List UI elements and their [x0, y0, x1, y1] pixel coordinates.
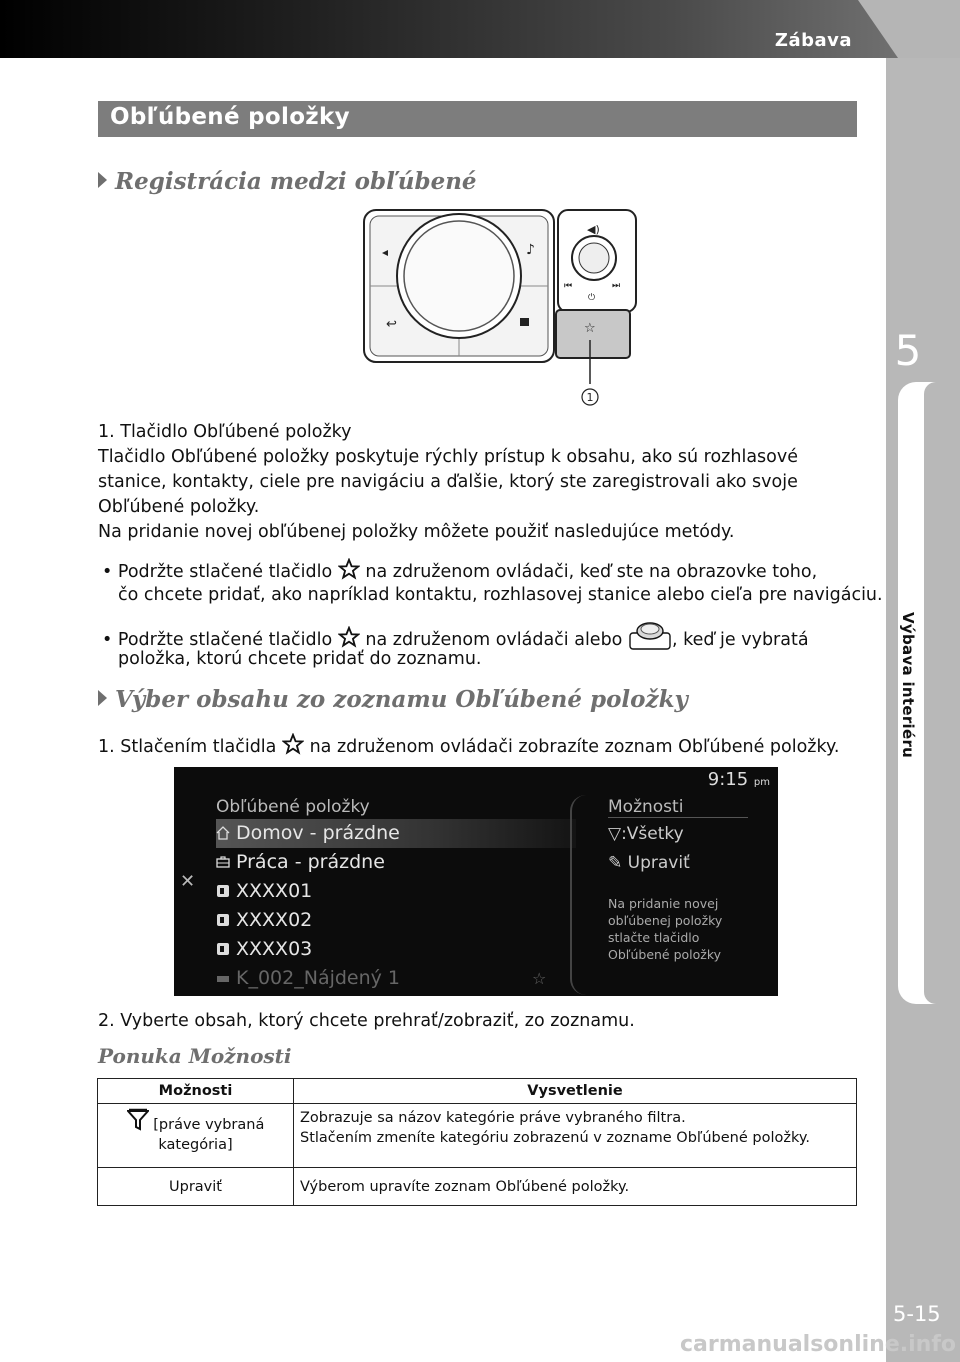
row-label: Práca - prázdne — [236, 851, 385, 873]
page-number: 5-15 — [893, 1302, 941, 1326]
svg-text:☆: ☆ — [584, 321, 596, 336]
bullet-dot: • — [102, 562, 113, 582]
side-tab-inner — [924, 382, 960, 1004]
chapter-side-label: Výbava interiéru — [899, 611, 917, 759]
favorites-screen — [174, 767, 778, 996]
favorites-star-icon — [338, 626, 360, 648]
bullet-1-cont: čo chcete pridať, ako napríklad kontaktu, rozhlasovej stanice alebo cieľa pre navigáciu. — [118, 585, 883, 605]
row-label: K_002_Nájdený 1 — [236, 967, 401, 989]
commander-knob-icon — [628, 621, 672, 651]
option-edit[interactable] — [608, 853, 690, 873]
svg-text:⏭: ⏭ — [612, 281, 621, 291]
favorite-star-icon: ☆ — [532, 969, 547, 988]
bullet-dot: • — [102, 630, 113, 650]
heading-marker-icon — [98, 172, 107, 188]
explanation-line: Stlačením zmeníte kategóriu zobrazenú v zozname Obľúbené položky. — [300, 1130, 810, 1146]
favorites-star-icon — [338, 558, 360, 580]
subheading-selection — [98, 686, 688, 713]
svg-text:⏻: ⏻ — [588, 293, 596, 303]
pencil-icon: ✎ — [608, 853, 623, 873]
favorites-star-icon — [282, 733, 304, 755]
favorites-row-station[interactable] — [216, 877, 576, 906]
row-label: XXXX02 — [236, 909, 313, 931]
table-cell — [98, 1104, 294, 1168]
favorites-list-title: Obľúbené položky — [216, 797, 370, 817]
heading-marker-icon — [98, 690, 107, 706]
subheading-registration — [98, 168, 477, 195]
step-1 — [98, 733, 839, 760]
svg-text:↩: ↩ — [386, 317, 397, 332]
svg-text:⏮: ⏮ — [564, 281, 573, 291]
svg-text:♪: ♪ — [526, 242, 535, 258]
caption-favorites-button: 1. Tlačidlo Obľúbené položky — [98, 422, 352, 442]
table-cell: Výberom upravíte zoznam Obľúbené položky. — [294, 1168, 857, 1206]
bullet-text: Podržte stlačené tlačidlo — [117, 562, 333, 582]
table-cell: Upraviť — [98, 1168, 294, 1206]
watermark: carmanualsonline.info — [680, 1332, 956, 1357]
chapter-title: Zábava — [774, 30, 852, 51]
favorites-row-work[interactable] — [216, 848, 576, 877]
clock-time: 9:15 — [707, 769, 749, 790]
clock-ampm: pm — [753, 777, 770, 788]
option-cell-text: [práve vybraná kategória] — [153, 1117, 265, 1153]
table-cell — [294, 1104, 857, 1168]
row-label: XXXX01 — [236, 880, 313, 902]
chapter-number: 5 — [894, 326, 922, 375]
filter-icon — [127, 1108, 149, 1132]
favorites-row-home[interactable] — [216, 819, 576, 848]
paragraph-line: Tlačidlo Obľúbené položky poskytuje rýchly prístup k obsahu, ako sú rozhlasové — [98, 447, 798, 467]
station-icon — [216, 907, 230, 921]
header-notch — [858, 0, 898, 58]
paragraph-line: stanice, kontakty, ciele pre navigáciu a ďalšie, ktorý ste zaregistrovali ako svoje — [98, 472, 798, 492]
paragraph-line: Obľúbené položky. — [98, 497, 260, 517]
row-label: Domov - prázdne — [236, 822, 400, 844]
step-text: 1. Stlačením tlačidla — [98, 737, 277, 757]
contact-icon — [216, 965, 230, 979]
bullet-text: , keď je vybratá — [671, 630, 809, 650]
subheading-options-menu: Ponuka Možnosti — [98, 1044, 292, 1068]
table-row — [98, 1168, 857, 1206]
filter-icon: ▽ — [608, 824, 622, 844]
step-2: 2. Vyberte obsah, ktorý chcete prehrať/zobraziť, zo zoznamu. — [98, 1011, 635, 1031]
station-icon — [216, 936, 230, 950]
subheading-text: Výber obsahu zo zoznamu Obľúbené položky — [115, 686, 688, 713]
options-note: Na pridanie novej obľúbenej položky stlačte tlačidlo Obľúbené položky — [608, 896, 723, 962]
option-label: :Všetky — [621, 824, 684, 844]
callout-number: 1 — [586, 391, 594, 404]
row-label: XXXX03 — [236, 938, 313, 960]
briefcase-icon — [216, 849, 230, 863]
subheading-text: Registrácia medzi obľúbené — [115, 168, 477, 195]
options-table — [97, 1078, 857, 1206]
screen-clock — [708, 769, 770, 790]
option-label: Upraviť — [627, 853, 690, 873]
options-title: Možnosti — [608, 797, 684, 817]
favorites-row-contact[interactable] — [216, 964, 576, 993]
favorites-row-station[interactable] — [216, 935, 576, 964]
bullet-text: na združenom ovládači alebo — [365, 630, 623, 650]
column-header: Vysvetlenie — [294, 1079, 857, 1104]
explanation-line: Zobrazuje sa názov kategórie práve vybraného filtra. — [300, 1110, 686, 1126]
table-header-row — [98, 1079, 857, 1104]
header-corner — [898, 0, 960, 58]
section-title: Obľúbené položky — [110, 104, 350, 130]
paragraph-line: Na pridanie novej obľúbenej položky môžete použiť nasledujúce metódy. — [98, 522, 735, 542]
bullet-text: na združenom ovládači, keď ste na obrazovke toho, — [365, 562, 818, 582]
home-icon — [216, 820, 230, 834]
svg-text:◀): ◀) — [587, 223, 600, 236]
bullet-2-cont: položka, ktorú chcete pridať do zoznamu. — [118, 649, 482, 669]
bullet-1 — [102, 558, 817, 585]
close-icon[interactable]: ✕ — [180, 871, 196, 892]
options-underline — [608, 817, 748, 818]
commander-controller-illustration — [362, 206, 642, 406]
station-icon — [216, 878, 230, 892]
screen-divider — [570, 795, 586, 995]
table-row — [98, 1104, 857, 1168]
bullet-text: Podržte stlačené tlačidlo — [117, 630, 333, 650]
step-text: na združenom ovládači zobrazíte zoznam Obľúbené položky. — [309, 737, 840, 757]
column-header: Možnosti — [98, 1079, 294, 1104]
option-filter[interactable] — [608, 824, 684, 844]
favorites-row-station[interactable] — [216, 906, 576, 935]
